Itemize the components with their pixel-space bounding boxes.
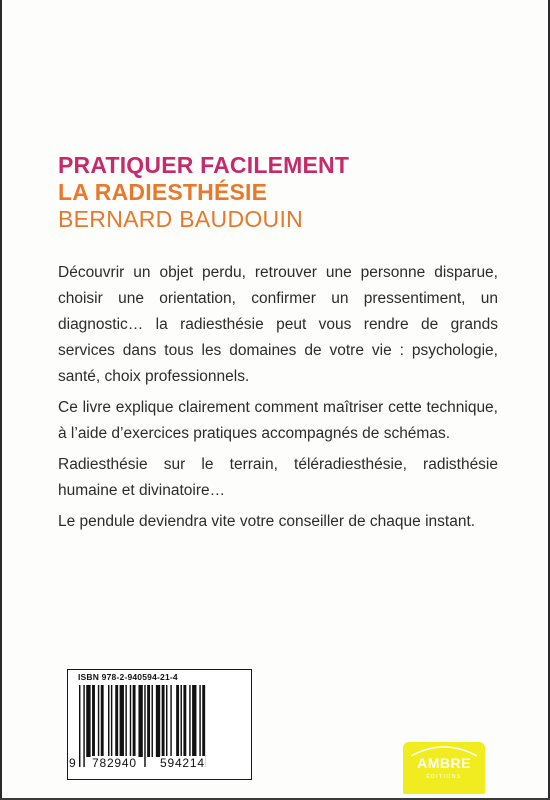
isbn-label: ISBN 978-2-940594-21-4 [78, 672, 178, 682]
blurb-paragraph-3: Radiesthésie sur le terrain, téléradiesthésie, radisthésie humaine et divinatoire… [58, 456, 498, 499]
barcode-digits-right: 594214 [160, 756, 205, 770]
blurb-paragraph-4: Le pendule deviendra vite votre conseiller de chaque instant. [58, 513, 476, 530]
back-cover-blurb [58, 260, 498, 540]
barcode-digit-first: 9 [69, 756, 77, 770]
book-title-line-2: LA RADIESTHÉSIE [58, 179, 268, 205]
blurb-paragraph-1: Découvrir un objet perdu, retrouver une personne disparue, choisir une orientation, confirmer un pressentiment, un diagnostic… la radiesthésie peut vous rendre de grands services dans tous les domaines de votre vie : psychologie, santé, choix professionnels. [58, 264, 498, 385]
author-name: BERNARD BAUDOUIN [58, 206, 304, 232]
publisher-subtitle: ÉDITIONS [426, 774, 462, 780]
barcode-digits-left: 782940 [92, 756, 137, 770]
publisher-logo [403, 742, 485, 794]
book-title-line-1: PRATIQUER FACILEMENT [58, 152, 350, 178]
blurb-paragraph-2: Ce livre explique clairement comment maîtriser cette technique, à l’aide d’exercices pratiques accompagnés de schémas. [58, 399, 498, 442]
cover-left-edge [0, 0, 2, 800]
barcode-icon [79, 685, 239, 767]
publisher-name: AMBRE [417, 755, 471, 771]
title-block [58, 152, 518, 233]
